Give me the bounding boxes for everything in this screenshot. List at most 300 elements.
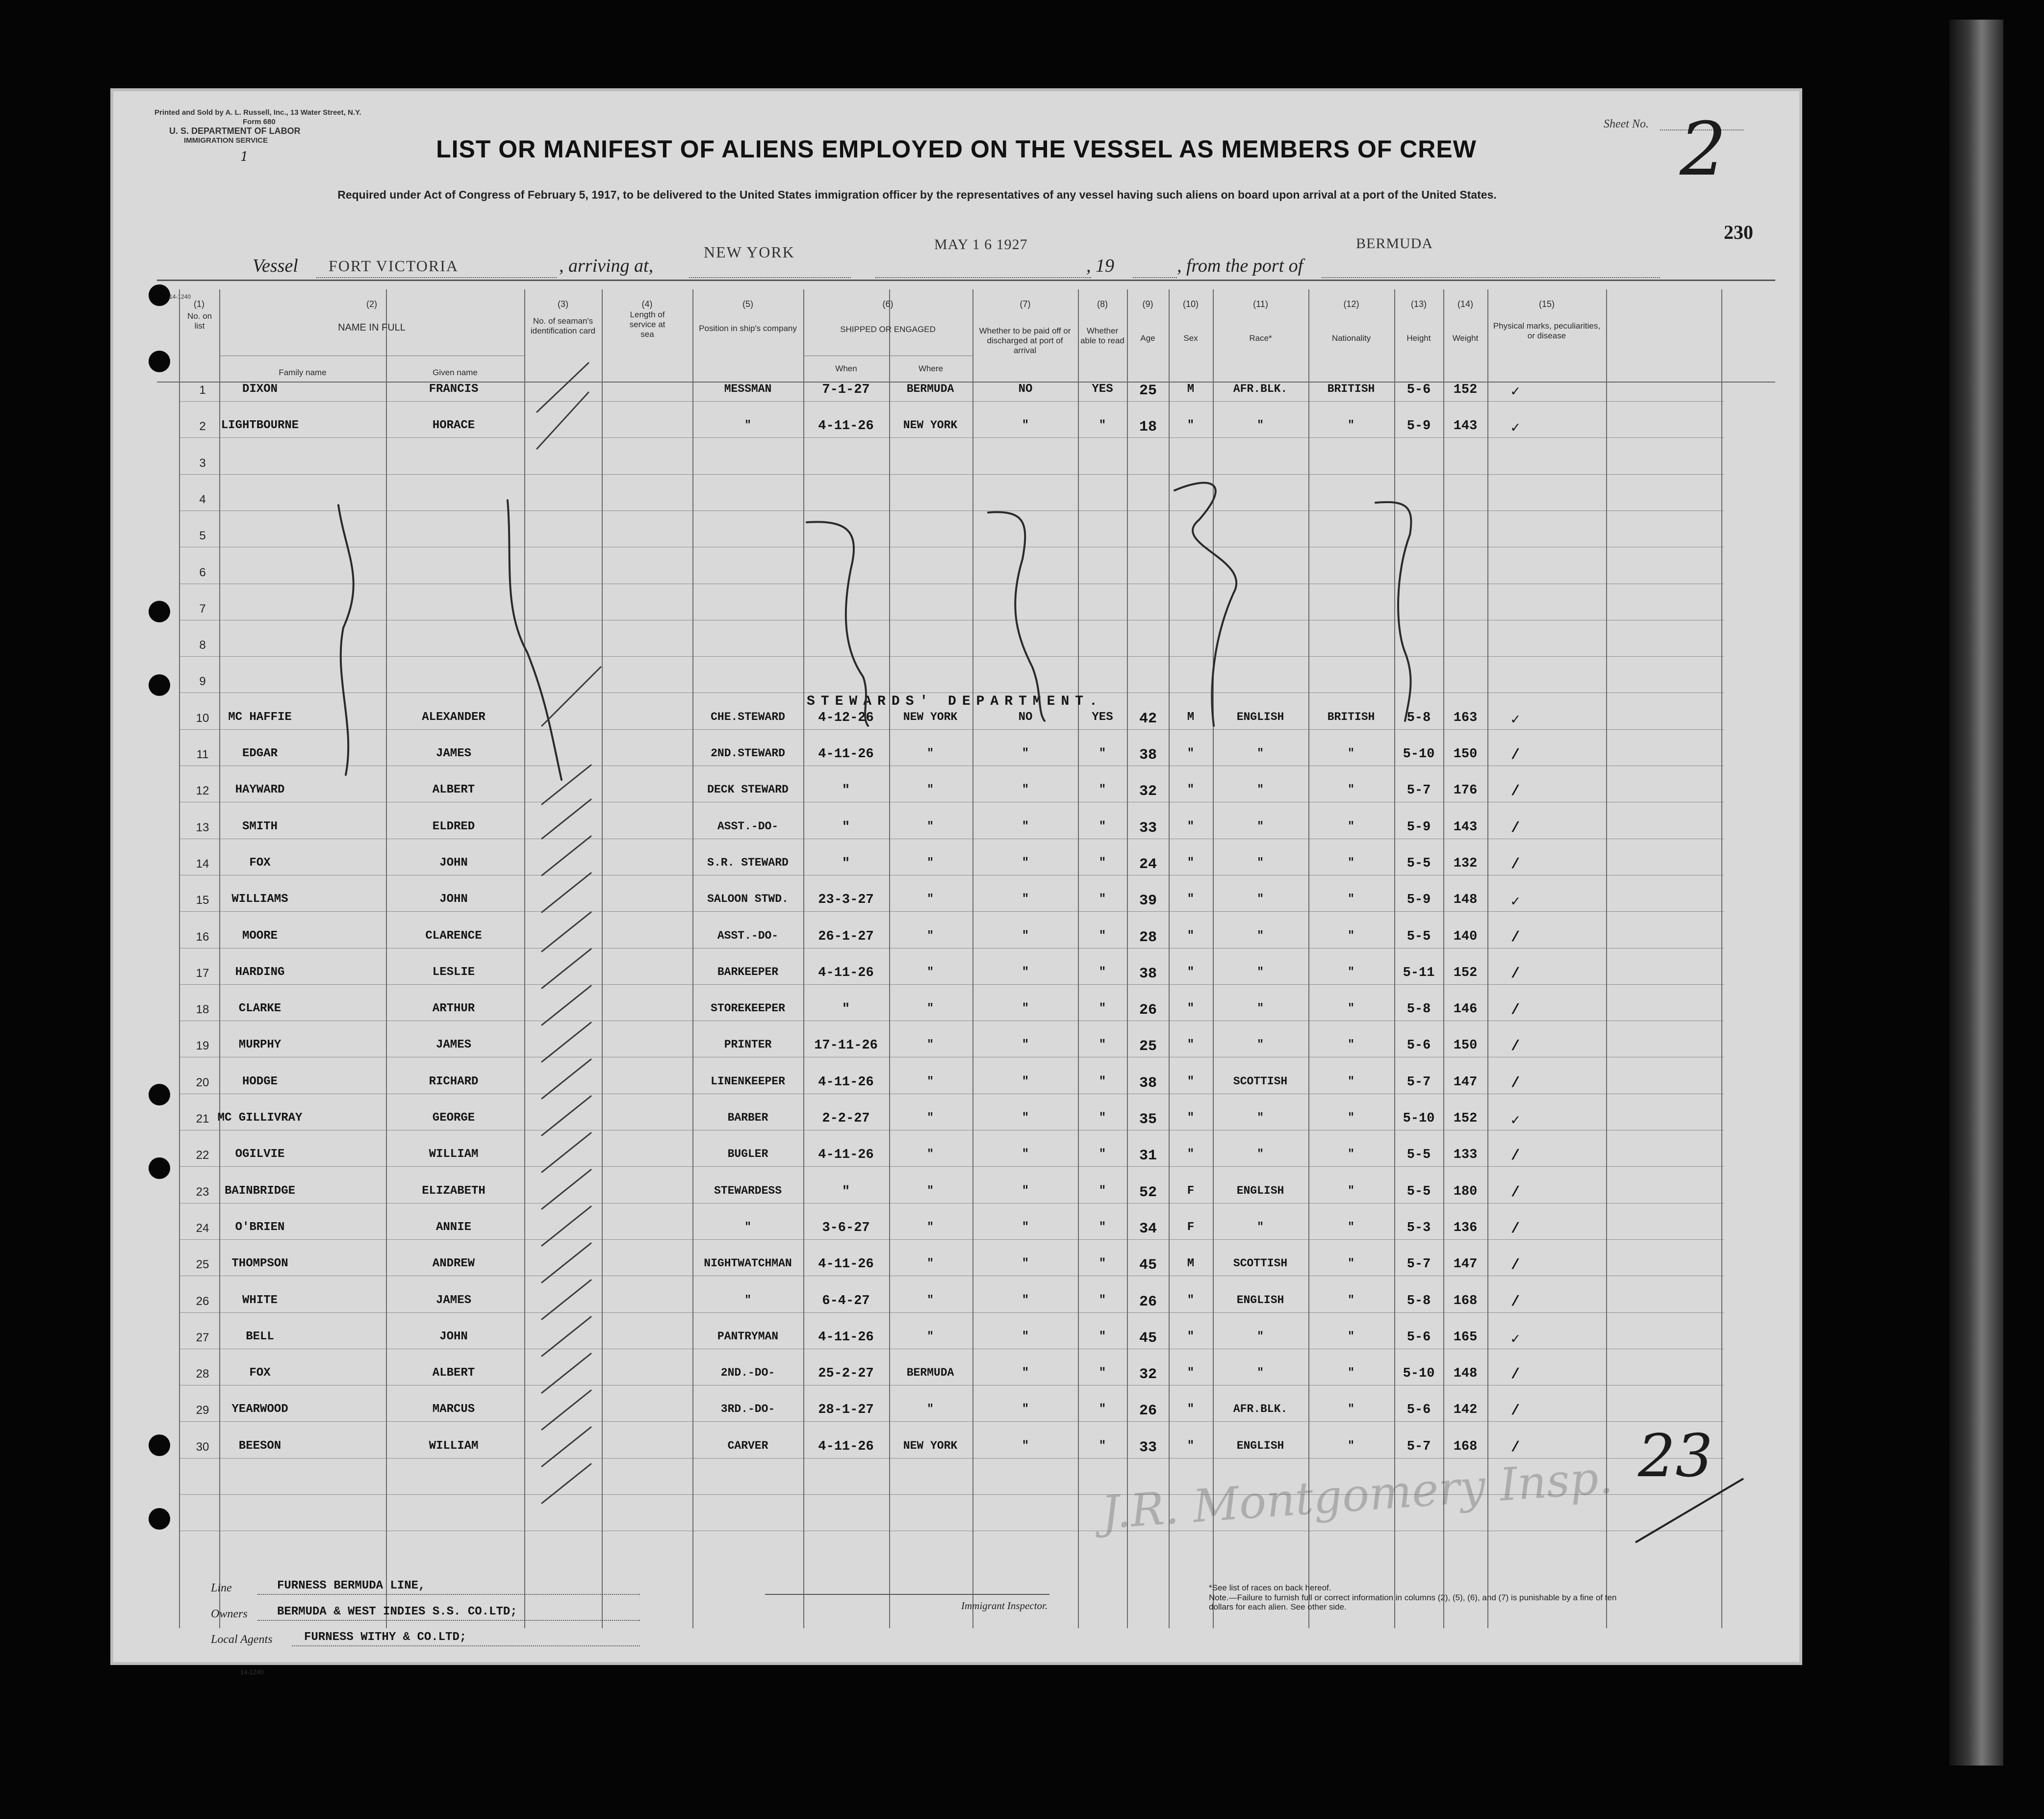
shipped-where-cell: ": [927, 820, 934, 833]
nationality-cell: ": [1348, 820, 1354, 833]
sex-cell: ": [1187, 1148, 1195, 1161]
nationality-cell: ": [1348, 1111, 1354, 1124]
when-header: When: [835, 364, 857, 373]
able-to-read-cell: ": [1099, 1439, 1106, 1453]
row-number: 24: [196, 1221, 209, 1235]
given-name-cell: JAMES: [435, 1293, 472, 1307]
physical-marks-cell: ✓: [1510, 420, 1520, 437]
age-cell: 35: [1139, 1111, 1157, 1128]
able-to-read-cell: ": [1099, 1002, 1106, 1016]
race-cell: ENGLISH: [1236, 1293, 1284, 1307]
able-to-read-cell: ": [1099, 856, 1106, 870]
physical-marks-cell: /: [1510, 1220, 1520, 1237]
sex-cell: ": [1187, 1002, 1195, 1016]
sex-cell: ": [1187, 1403, 1195, 1416]
given-name-cell: JAMES: [435, 747, 472, 760]
race-cell: ": [1257, 965, 1264, 978]
height-cell: 5-10: [1403, 1111, 1435, 1126]
family-name-cell: MC HAFFIE: [228, 710, 292, 724]
col8-header: Whether able to read: [1080, 326, 1124, 345]
weight-cell: 165: [1453, 1330, 1478, 1345]
col12-header: Nationality: [1331, 333, 1371, 343]
sex-cell: ": [1187, 820, 1195, 833]
shipped-when-cell: 4-11-26: [818, 419, 874, 434]
sex-cell: M: [1187, 710, 1195, 724]
section-heading: STEWARDS' DEPARTMENT.: [807, 694, 1103, 709]
paid-off-cell: ": [1022, 1038, 1029, 1052]
weight-cell: 142: [1453, 1403, 1478, 1418]
vessel-label: Vessel: [253, 256, 298, 276]
height-cell: 5-9: [1406, 419, 1431, 434]
nationality-cell: BRITISH: [1327, 710, 1375, 723]
position-cell: CARVER: [727, 1439, 768, 1452]
position-cell: MESSMAN: [724, 383, 772, 395]
row-number: 23: [196, 1185, 209, 1199]
age-cell: 25: [1139, 1038, 1157, 1055]
nationality-cell: ": [1348, 1184, 1354, 1197]
races-note: *See list of races on back hereof.: [1209, 1583, 1331, 1592]
race-cell: ": [1257, 783, 1264, 796]
shipped-when-cell: 4-11-26: [818, 1439, 874, 1454]
race-cell: ": [1257, 419, 1264, 432]
paid-off-cell: ": [1022, 1439, 1029, 1453]
sex-cell: ": [1187, 1038, 1195, 1052]
position-cell: 3RD.-DO-: [720, 1403, 775, 1416]
age-cell: 18: [1139, 419, 1157, 436]
family-name-header: Family name: [279, 368, 327, 377]
weight-cell: 150: [1453, 1038, 1478, 1053]
family-name-cell: BAINBRIDGE: [224, 1184, 296, 1198]
sex-cell: ": [1187, 1075, 1195, 1088]
position-cell: ": [744, 1220, 751, 1233]
nationality-cell: ": [1348, 929, 1354, 942]
row-number: 16: [196, 930, 209, 944]
sex-cell: ": [1187, 1366, 1195, 1380]
shipped-where-cell: ": [927, 856, 934, 869]
position-cell: LINENKEEPER: [711, 1075, 785, 1088]
row-number: 18: [196, 1003, 209, 1017]
sex-cell: M: [1187, 1257, 1195, 1271]
form-code-top: 14-1240: [169, 293, 191, 300]
paid-off-cell: ": [1022, 1075, 1029, 1088]
sex-cell: ": [1187, 1330, 1195, 1343]
col14-header: Weight: [1452, 333, 1479, 343]
squiggle-height: [1376, 502, 1411, 721]
sheet-number: 2: [1680, 107, 1727, 192]
height-cell: 5-7: [1406, 1075, 1431, 1090]
able-to-read-cell: ": [1099, 1184, 1106, 1198]
age-cell: 34: [1139, 1220, 1157, 1237]
race-cell: ": [1257, 1038, 1264, 1051]
height-cell: 5-9: [1406, 820, 1431, 835]
line-label: Line: [211, 1582, 232, 1594]
physical-marks-cell: ✓: [1510, 384, 1520, 401]
sex-cell: ": [1187, 1439, 1195, 1453]
inspector-signature: J.R. Montgomery Insp.: [1099, 1451, 1615, 1539]
race-cell: AFR.BLK.: [1233, 383, 1288, 395]
position-cell: S.R. STEWARD: [707, 856, 789, 869]
nationality-cell: ": [1348, 1002, 1354, 1015]
physical-marks-cell: ✓: [1510, 1113, 1520, 1129]
race-cell: ": [1257, 747, 1264, 760]
height-cell: 5-7: [1406, 783, 1431, 798]
weight-cell: 152: [1453, 383, 1478, 397]
shipped-where-cell: NEW YORK: [903, 1439, 958, 1452]
age-cell: 38: [1139, 747, 1157, 764]
able-to-read-cell: ": [1099, 1257, 1106, 1271]
family-name-cell: BELL: [246, 1330, 274, 1343]
shipped-where-cell: ": [927, 1002, 934, 1015]
height-cell: 5-5: [1406, 929, 1431, 944]
able-to-read-cell: ": [1099, 1111, 1106, 1125]
family-name-cell: O'BRIEN: [235, 1220, 285, 1234]
row-number: 7: [199, 602, 206, 615]
physical-marks-cell: /: [1510, 929, 1520, 946]
department-name: U. S. DEPARTMENT OF LABOR: [169, 126, 301, 136]
shipped-when-cell: ": [842, 856, 850, 871]
inspector-label: Immigrant Inspector.: [961, 1600, 1048, 1612]
row-number: 22: [196, 1149, 209, 1162]
family-name-cell: CLARKE: [238, 1002, 281, 1016]
age-cell: 32: [1139, 783, 1157, 800]
weight-cell: 143: [1453, 419, 1478, 434]
shipped-where-cell: ": [927, 1330, 934, 1343]
shipped-when-cell: ": [842, 820, 850, 835]
given-name-cell: WILLIAM: [429, 1439, 479, 1453]
height-cell: 5-8: [1406, 1002, 1431, 1017]
shipped-when-cell: 2-2-27: [822, 1111, 870, 1126]
sex-cell: F: [1187, 1220, 1195, 1234]
year-label: , 19: [1086, 256, 1114, 276]
paid-off-cell: ": [1022, 783, 1029, 797]
given-name-cell: JOHN: [439, 1330, 468, 1343]
shipped-when-cell: 4-11-26: [818, 1257, 874, 1272]
weight-cell: 148: [1453, 893, 1478, 908]
given-name-cell: ALBERT: [432, 1366, 475, 1380]
height-cell: 5-10: [1403, 1366, 1435, 1382]
race-cell: ": [1257, 1220, 1264, 1233]
nationality-cell: ": [1348, 856, 1354, 869]
col9-number: (9): [1142, 299, 1153, 309]
sex-cell: ": [1187, 783, 1195, 797]
row-number: 26: [196, 1294, 209, 1308]
row-number: 9: [199, 675, 206, 689]
weight-cell: 163: [1453, 710, 1478, 725]
handwritten-mark: 1: [240, 150, 249, 164]
row-number: 20: [196, 1076, 209, 1089]
able-to-read-cell: ": [1099, 1403, 1106, 1416]
weight-cell: 148: [1453, 1366, 1478, 1382]
nationality-cell: BRITISH: [1327, 383, 1375, 395]
given-name-cell: ANDREW: [432, 1257, 475, 1271]
family-name-cell: YEARWOOD: [231, 1403, 288, 1416]
binder-edge: [1949, 20, 2003, 1766]
col7-header: Whether to be paid off or discharged at port of arrival: [979, 326, 1071, 355]
age-cell: 25: [1139, 383, 1157, 399]
given-name-cell: ARTHUR: [432, 1002, 475, 1016]
physical-marks-cell: /: [1510, 1257, 1520, 1274]
shipped-where-cell: ": [927, 1075, 934, 1088]
shipped-where-cell: BERMUDA: [906, 383, 954, 395]
physical-marks-cell: /: [1510, 1002, 1520, 1019]
race-cell: SCOTTISH: [1233, 1075, 1288, 1088]
nationality-cell: ": [1348, 1330, 1354, 1343]
shipped-when-cell: ": [842, 1184, 850, 1199]
sex-cell: F: [1187, 1184, 1195, 1198]
given-name-header: Given name: [433, 368, 478, 377]
shipped-where-cell: ": [927, 1220, 934, 1233]
position-cell: PRINTER: [724, 1038, 772, 1051]
weight-cell: 168: [1453, 1439, 1478, 1454]
col1-number: (1): [194, 299, 204, 309]
age-cell: 28: [1139, 929, 1157, 946]
sex-cell: ": [1187, 419, 1195, 433]
paid-off-cell: ": [1022, 1184, 1029, 1198]
physical-marks-cell: /: [1510, 1293, 1520, 1310]
shipped-where-cell: NEW YORK: [903, 710, 958, 723]
height-cell: 5-8: [1406, 1293, 1431, 1308]
total-slash: [1635, 1479, 1743, 1542]
height-cell: 5-5: [1406, 1148, 1431, 1163]
paid-off-cell: ": [1022, 1366, 1029, 1380]
able-to-read-cell: ": [1099, 1075, 1106, 1088]
sex-cell: M: [1187, 383, 1195, 396]
race-cell: ": [1257, 856, 1264, 869]
handwritten-total: 23: [1638, 1422, 1713, 1490]
race-cell: ": [1257, 893, 1264, 906]
col13-header: Height: [1406, 333, 1431, 343]
age-cell: 26: [1139, 1002, 1157, 1019]
shipped-when-cell: ": [842, 783, 850, 798]
height-cell: 5-3: [1406, 1220, 1431, 1235]
able-to-read-cell: ": [1099, 893, 1106, 906]
weight-cell: 136: [1453, 1220, 1478, 1235]
sex-cell: ": [1187, 893, 1195, 906]
row-number: 2: [199, 420, 206, 434]
squiggle-position: [807, 522, 868, 726]
physical-marks-cell: /: [1510, 965, 1520, 982]
weight-cell: 147: [1453, 1075, 1478, 1090]
age-cell: 39: [1139, 893, 1157, 910]
shipped-when-cell: 25-2-27: [818, 1366, 874, 1382]
height-cell: 5-7: [1406, 1257, 1431, 1272]
shipped-when-cell: 28-1-27: [818, 1403, 874, 1418]
paid-off-cell: ": [1022, 1257, 1029, 1271]
paid-off-cell: ": [1022, 965, 1029, 979]
col2-header: NAME IN FULL: [338, 322, 406, 333]
height-cell: 5-11: [1403, 965, 1435, 980]
physical-marks-cell: /: [1510, 1148, 1520, 1165]
col11-header: Race*: [1249, 333, 1272, 343]
family-name-cell: LIGHTBOURNE: [221, 419, 299, 433]
age-cell: 38: [1139, 1075, 1157, 1092]
form-number: Form 680: [243, 118, 276, 126]
position-cell: DECK STEWARD: [707, 783, 789, 796]
given-name-cell: FRANCIS: [429, 383, 479, 396]
race-cell: ": [1257, 1002, 1264, 1015]
agents-value: FURNESS WITHY & CO.LTD;: [304, 1631, 467, 1644]
requirement-text: Required under Act of Congress of February 5, 1917, to be delivered to the United States immigration officer by the representatives of any vessel having such aliens on board upon arrival at a port of the United States.: [337, 188, 1497, 201]
col1-header: No. on list: [187, 311, 212, 331]
position-cell: SALOON STWD.: [707, 893, 789, 906]
manifest-sheet: [110, 88, 1802, 1676]
family-name-cell: FOX: [249, 1366, 271, 1380]
shipped-where-cell: ": [927, 1403, 934, 1416]
nationality-cell: ": [1348, 1403, 1354, 1416]
col12-number: (12): [1343, 299, 1359, 309]
service-name: IMMIGRATION SERVICE: [184, 136, 268, 145]
position-cell: ASST.-DO-: [717, 820, 779, 833]
line-value: FURNESS BERMUDA LINE,: [277, 1579, 426, 1592]
family-name-cell: HODGE: [242, 1075, 278, 1088]
col6-number: (6): [882, 299, 894, 309]
row-number: 28: [196, 1367, 209, 1381]
position-cell: ASST.-DO-: [717, 929, 779, 942]
race-cell: ENGLISH: [1236, 1184, 1284, 1197]
shipped-where-cell: ": [927, 1111, 934, 1124]
family-name-cell: OGILVIE: [235, 1148, 285, 1161]
squiggle-paid: [988, 512, 1045, 721]
weight-cell: 147: [1453, 1257, 1478, 1272]
race-cell: ": [1257, 1366, 1264, 1380]
family-name-cell: EDGAR: [242, 747, 278, 760]
weight-cell: 180: [1453, 1184, 1478, 1199]
age-cell: 52: [1139, 1184, 1157, 1201]
squiggle-family: [338, 505, 354, 775]
row-number: 14: [196, 857, 209, 871]
vessel-name: FORT VICTORIA: [329, 257, 459, 275]
row-number: 1: [199, 384, 206, 397]
age-cell: 33: [1139, 820, 1157, 837]
able-to-read-cell: YES: [1092, 710, 1113, 724]
physical-marks-cell: ✓: [1510, 894, 1520, 911]
physical-marks-cell: /: [1510, 856, 1520, 873]
row-number: 15: [196, 894, 209, 907]
position-cell: 2ND.-DO-: [720, 1366, 775, 1380]
able-to-read-cell: ": [1099, 1148, 1106, 1161]
family-name-cell: BEESON: [238, 1439, 281, 1453]
age-cell: 45: [1139, 1257, 1157, 1274]
able-to-read-cell: ": [1099, 419, 1106, 433]
row-number: 29: [196, 1404, 209, 1417]
physical-marks-cell: /: [1510, 1184, 1520, 1201]
position-cell: 2ND.STEWARD: [711, 747, 785, 760]
given-name-cell: JOHN: [439, 893, 468, 906]
age-cell: 31: [1139, 1148, 1157, 1165]
check-strokes: [537, 363, 601, 1503]
shipped-when-cell: 4-11-26: [818, 1075, 874, 1090]
position-cell: ": [744, 1293, 751, 1307]
physical-marks-cell: /: [1510, 1075, 1520, 1092]
shipped-where-cell: ": [927, 893, 934, 906]
given-name-cell: MARCUS: [432, 1403, 475, 1416]
paid-off-cell: ": [1022, 419, 1029, 433]
given-name-cell: RICHARD: [429, 1075, 479, 1088]
family-name-cell: MC GILLIVRAY: [217, 1111, 303, 1125]
height-cell: 5-6: [1406, 383, 1431, 397]
weight-cell: 146: [1453, 1002, 1478, 1017]
nationality-cell: ": [1348, 1439, 1354, 1452]
penalty-note: Note.—Failure to furnish full or correct information in columns (2), (5), (6), and (7) is punishable by a fine of ten dollars for each alien. See other side.: [1209, 1593, 1617, 1612]
arriving-label: , arriving at,: [559, 256, 654, 276]
able-to-read-cell: ": [1099, 1293, 1106, 1307]
weight-cell: 150: [1453, 747, 1478, 762]
given-name-cell: JAMES: [435, 1038, 472, 1052]
family-name-cell: HAYWARD: [235, 783, 285, 797]
given-name-cell: CLARENCE: [425, 929, 482, 943]
given-name-cell: HORACE: [432, 419, 475, 433]
row-number: 10: [196, 711, 209, 725]
race-cell: AFR.BLK.: [1233, 1403, 1288, 1416]
squiggle-race: [1175, 483, 1236, 726]
col11-number: (11): [1253, 299, 1268, 309]
row-number: 21: [196, 1112, 209, 1126]
nationality-cell: ": [1348, 1038, 1354, 1051]
physical-marks-cell: ✓: [1510, 712, 1520, 729]
height-cell: 5-5: [1406, 856, 1431, 871]
shipped-where-cell: BERMUDA: [906, 1366, 954, 1380]
race-cell: SCOTTISH: [1233, 1257, 1288, 1270]
col9-header: Age: [1140, 333, 1155, 343]
shipped-where-cell: ": [927, 929, 934, 942]
col5-number: (5): [742, 299, 753, 309]
weight-cell: 140: [1453, 929, 1478, 944]
given-name-cell: ALEXANDER: [422, 710, 485, 724]
given-name-cell: LESLIE: [432, 965, 475, 979]
family-name-cell: DIXON: [242, 383, 278, 396]
age-cell: 24: [1139, 856, 1157, 873]
position-cell: STEWARDESS: [714, 1184, 782, 1197]
shipped-when-cell: 4-11-26: [818, 747, 874, 762]
col13-number: (13): [1410, 299, 1427, 309]
position-cell: BARBER: [727, 1111, 768, 1124]
shipped-when-cell: 6-4-27: [822, 1293, 870, 1308]
col3-number: (3): [558, 299, 568, 309]
physical-marks-cell: /: [1510, 1366, 1520, 1383]
col10-header: Sex: [1183, 333, 1198, 343]
sex-cell: ": [1187, 1293, 1195, 1307]
family-name-cell: MURPHY: [238, 1038, 281, 1052]
where-header: Where: [918, 364, 944, 373]
paid-off-cell: ": [1022, 1148, 1029, 1161]
row-number: 27: [196, 1331, 209, 1344]
row-number: 3: [199, 456, 206, 470]
handwriting-overlay: [110, 88, 1802, 1665]
sex-cell: ": [1187, 856, 1195, 870]
able-to-read-cell: ": [1099, 1038, 1106, 1052]
age-cell: 32: [1139, 1366, 1157, 1383]
paid-off-cell: ": [1022, 1002, 1029, 1016]
col4-number: (4): [641, 299, 653, 309]
printer-line: Printed and Sold by A. L. Russell, Inc., 13 Water Street, N.Y.: [154, 108, 361, 117]
age-cell: 38: [1139, 965, 1157, 982]
col15-header: Physical marks, peculiarities, or disease: [1493, 321, 1601, 340]
shipped-when-cell: 3-6-27: [822, 1220, 870, 1235]
col14-number: (14): [1457, 299, 1473, 309]
given-name-cell: ELDRED: [432, 820, 475, 833]
col4-header: Length of service at sea: [629, 310, 665, 339]
paid-off-cell: NO: [1018, 710, 1033, 724]
weight-cell: 152: [1453, 965, 1478, 980]
paid-off-cell: NO: [1018, 383, 1033, 396]
shipped-when-cell: 4-11-26: [818, 965, 874, 980]
height-cell: 5-7: [1406, 1439, 1431, 1454]
sex-cell: ": [1187, 1111, 1195, 1125]
nationality-cell: ": [1348, 1257, 1354, 1270]
physical-marks-cell: /: [1510, 1403, 1520, 1420]
nationality-cell: ": [1348, 783, 1354, 796]
paid-off-cell: ": [1022, 893, 1029, 906]
